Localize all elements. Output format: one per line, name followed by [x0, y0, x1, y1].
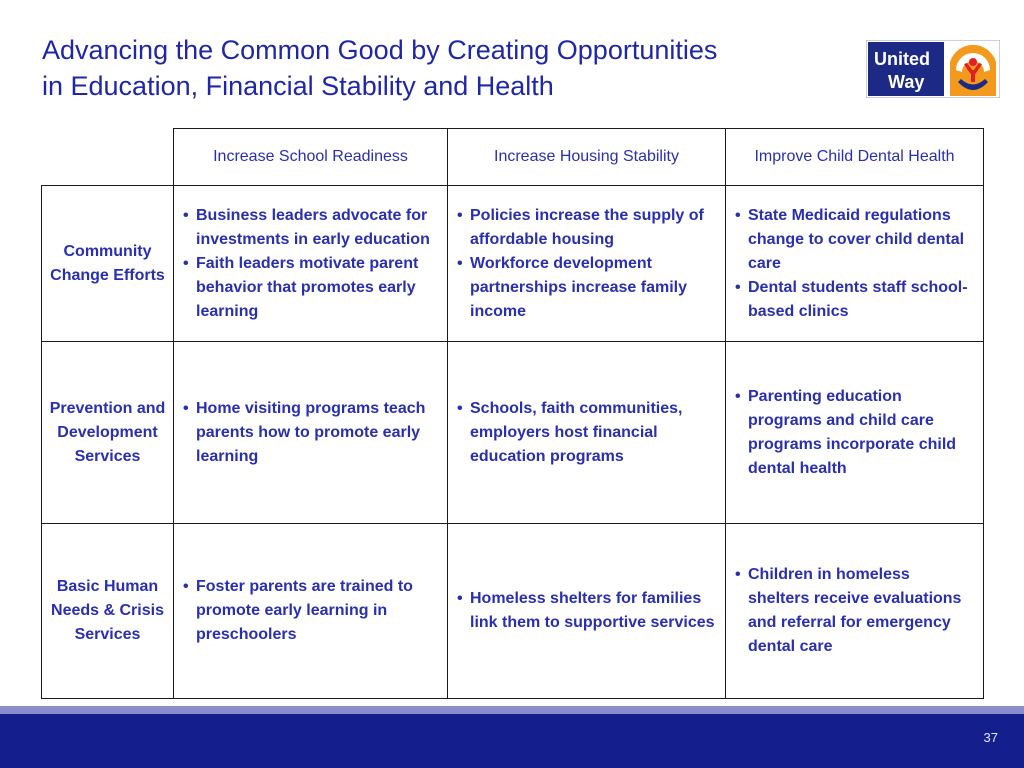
bullet-list [456, 204, 717, 324]
row-header: Prevention and Development Services [42, 342, 174, 524]
table-cell [174, 524, 448, 699]
row-header: Community Change Efforts [42, 186, 174, 342]
table-row [42, 186, 984, 342]
bullet-list [182, 575, 439, 647]
footer-band-light [0, 706, 1024, 714]
bullet-list [734, 385, 975, 481]
table-cell [726, 186, 984, 342]
table-cell [448, 524, 726, 699]
bullet-list [182, 397, 439, 469]
bullet-item: • Policies increase the supply of affordable housing [456, 204, 717, 252]
row-header: Basic Human Needs & Crisis Services [42, 524, 174, 699]
footer-band-dark [0, 714, 1024, 768]
table-header-row [42, 129, 984, 186]
bullet-list [734, 563, 975, 659]
logo-text-way: Way [888, 72, 925, 92]
bullet-item: • State Medicaid regulations change to cover child dental care [734, 204, 975, 276]
slide-title [42, 32, 842, 104]
bullet-list [182, 204, 439, 324]
table-cell [726, 524, 984, 699]
table-cell [726, 342, 984, 524]
footer-band [0, 706, 1024, 768]
slide-title-line-2: in Education, Financial Stability and Health [42, 71, 554, 101]
table-cell [174, 186, 448, 342]
table-row [42, 342, 984, 524]
bullet-item: • Homeless shelters for families link them to supportive services [456, 587, 717, 635]
slide-title-line-1: Advancing the Common Good by Creating Opportunities [42, 35, 718, 65]
page-number: 37 [983, 730, 998, 745]
bullet-item: • Workforce development partnerships increase family income [456, 252, 717, 324]
column-header: Increase Housing Stability [448, 129, 726, 186]
table-cell [448, 186, 726, 342]
header-blank-cell [42, 129, 174, 186]
bullet-item: • Schools, faith communities, employers host financial education programs [456, 397, 717, 469]
bullet-item: • Foster parents are trained to promote early learning in preschoolers [182, 575, 439, 647]
column-header: Improve Child Dental Health [726, 129, 984, 186]
bullet-item: • Home visiting programs teach parents how to promote early learning [182, 397, 439, 469]
bullet-item: • Business leaders advocate for investments in early education [182, 204, 439, 252]
united-way-logo [866, 40, 1000, 98]
strategy-matrix-table [41, 128, 984, 699]
bullet-list [456, 587, 717, 635]
bullet-item: • Parenting education programs and child care programs incorporate child dental health [734, 385, 975, 481]
column-header: Increase School Readiness [174, 129, 448, 186]
bullet-item: • Faith leaders motivate parent behavior that promotes early learning [182, 252, 439, 324]
bullet-list [734, 204, 975, 324]
table-cell [174, 342, 448, 524]
bullet-item: • Children in homeless shelters receive evaluations and referral for emergency dental care [734, 563, 975, 659]
table-row [42, 524, 984, 699]
bullet-list [456, 397, 717, 469]
logo-symbol-icon [950, 45, 996, 96]
bullet-item: • Dental students staff school-based clinics [734, 276, 975, 324]
table-cell [448, 342, 726, 524]
logo-text-united: United [874, 49, 930, 69]
